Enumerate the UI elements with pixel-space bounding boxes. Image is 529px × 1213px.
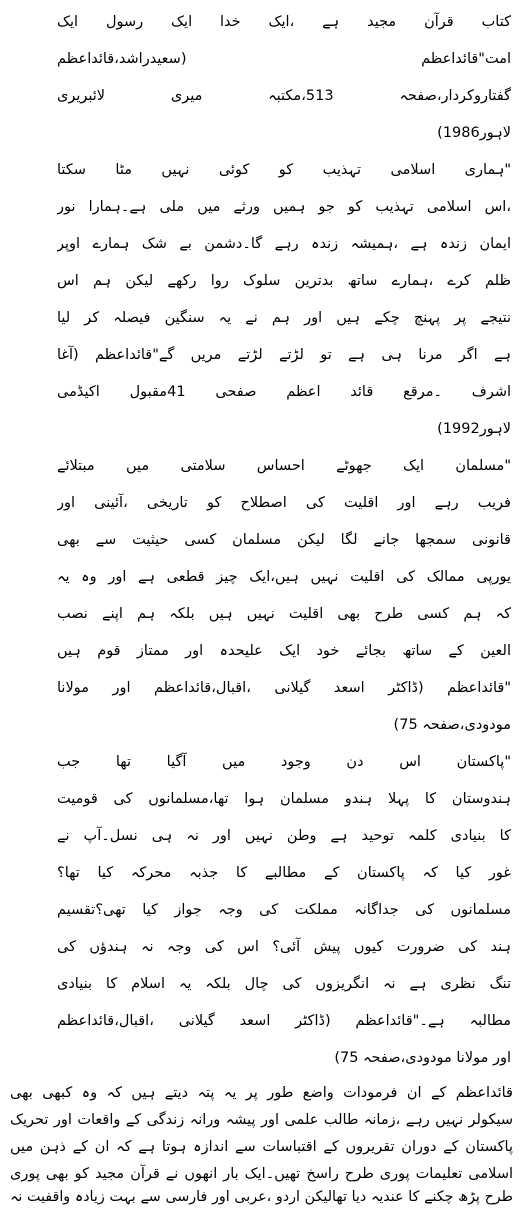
closing-line-3: پاکستان کے دوران تقریروں کے اقتباسات سے اندازہ ہوتا ہے کہ ان کے ذہن میں	[10, 1139, 513, 1155]
closing-line-2: سیکولر نہیں رہے ،زمانہ طالب علمی اور پیشہ ورانہ زندگی کے واقعات اور تحریک	[10, 1112, 513, 1128]
quote-4-line-7: تنگ نظری ہے نہ انگریزوں کی چال بلکہ یہ اسلام کا بنیادی	[57, 976, 511, 992]
quote-2-line-3: ایمان زندہ ہے ،ہمیشہ زندہ رہے گا۔دشمن بے شک ہمارے اوپر	[57, 236, 511, 252]
quote-4-line-3: کا بنیادی کلمہ توحید ہے وطن نہیں اور نہ ہی نسل۔آپ نے	[57, 828, 511, 844]
quote-4-line-8: مطالبہ ہے۔"قائداعظم (ڈاکٹر اسعد گیلانی ،اقبال،قائداعظم	[57, 1013, 511, 1029]
quote-2-line-8: لاہور1992)	[437, 421, 511, 437]
quote-4-line-9: اور مولانا مودودی،صفحہ 75)	[334, 1050, 511, 1066]
quote-1-line-4: لاہور1986)	[437, 125, 511, 141]
quote-1-line-1: کتاب قرآن مجید ہے ،ایک خدا ایک رسول ایک	[57, 14, 511, 30]
quote-3-line-6: العین کے ساتھ بجائے خود ایک علیحدہ اور ممتاز قوم ہیں	[57, 643, 511, 659]
quote-4-line-5: مسلمانوں کی جداگانہ مملکت کی وجہ جواز کیا تھی؟تقسیم	[57, 902, 511, 918]
quote-2-line-2: ،اس اسلامی تہذیب کو جو ہمیں ورثے میں ملی ہے۔ہمارا نور	[57, 199, 511, 215]
quote-4-line-2: ہندوستان کا پہلا ہندو مسلمان ہوا تھا،مسلمانوں کی قومیت	[57, 791, 511, 807]
quote-3-line-8: مودودی،صفحہ 75)	[393, 717, 511, 733]
quote-2-line-6: ہے اگر مرنا ہی ہے تو لڑتے لڑتے مریں گے"قائداعظم (آغا	[57, 347, 511, 363]
quote-3-line-2: فریب رہے اور اقلیت کی اصطلاح کو تاریخی ،آئینی اور	[57, 495, 511, 511]
quote-3-line-4: یورپی ممالک کی اقلیت نہیں ہیں،ایک چیز قطعی ہے اور وہ یہ	[57, 569, 511, 585]
quote-4-line-4: غور کیا کہ پاکستان کے مطالبے کا جذبہ محرکہ کیا تھا؟	[57, 865, 511, 881]
quote-3-line-7: "قائداعظم (ڈاکٹر اسعد گیلانی ،اقبال،قائداعظم اور مولانا	[57, 680, 511, 696]
quote-2-line-7: اشرف ۔مرقع قائد اعظم صفحی 41مقبول اکیڈمی	[57, 384, 511, 400]
quote-3-line-3: قانونی سمجھا جانے لگا لیکن مسلمان کسی حیثیت سے بھی	[57, 532, 511, 548]
quote-2-line-1: "ہماری اسلامی تہذیب کو کوئی نہیں مٹا سکتا	[57, 162, 511, 178]
quote-2-line-4: ظلم کرے ،ہمارے ساتھ بدترین سلوک روا رکھے لیکن ہم اس	[57, 273, 511, 289]
closing-line-5: طرح پڑھ چکنے کا عندیہ دیا تھالیکن اردو ،عربی اور فارسی سے بہت زیادہ واقفیت نہ	[10, 1189, 513, 1205]
quote-4-line-6: ہند کی ضرورت کیوں پیش آئی؟ اس کی وجہ نہ ہندؤں کی	[57, 939, 511, 955]
quote-4-line-1: "پاکستان اس دن وجود میں آگیا تھا جب	[57, 754, 511, 770]
quote-2-line-5: نتیجے پر پہنچ چکے ہیں اور ہم نے یہ سنگین فیصلہ کر لیا	[57, 310, 511, 326]
quote-1-line-2: امت"قائداعظم (سعیدراشد،قائداعظم	[57, 51, 511, 67]
quote-3-line-5: کہ ہم کسی طرح بھی اقلیت نہیں ہیں بلکہ ہم اپنے نصب	[57, 606, 511, 622]
closing-line-1: قائداعظم کے ان فرمودات واضع طور پر یہ پتہ دیتے ہیں کہ وہ کبھی بھی	[10, 1085, 513, 1101]
quote-3-line-1: "مسلمان ایک جھوٹے احساس سلامتی میں مبتلائے	[57, 458, 511, 474]
quote-1-line-3: گفتاروکردار،صفحہ 513،مکتبہ میری لائبریری	[57, 88, 511, 104]
closing-line-4: اسلامی تعلیمات پوری طرح راسخ تھیں۔ایک بار انھوں نے قرآن مجید کو بھی پوری	[10, 1166, 513, 1182]
